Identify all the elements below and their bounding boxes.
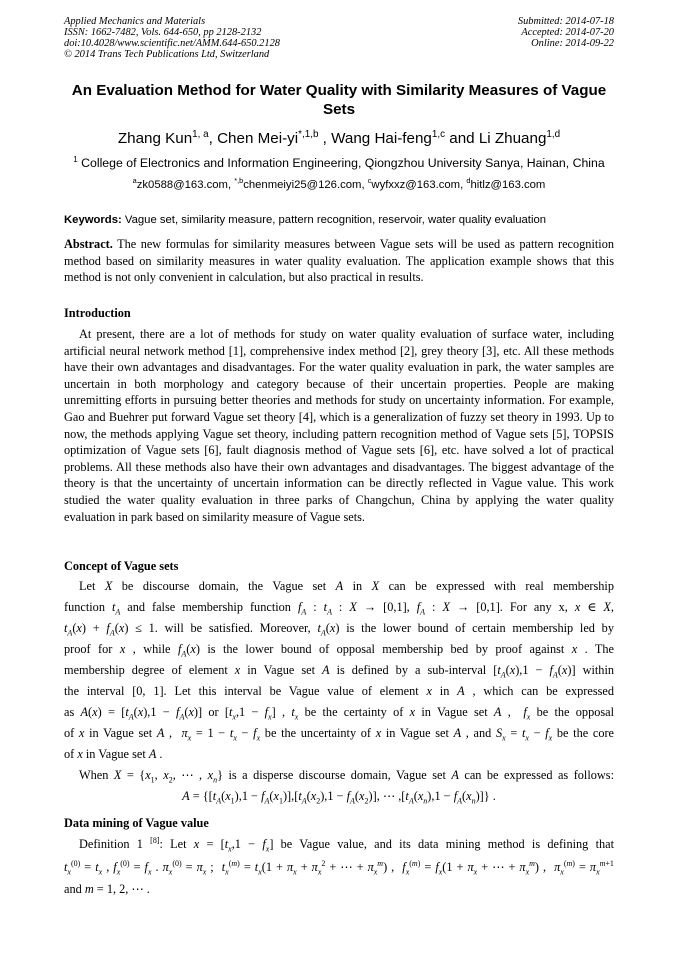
email-list: $^a$zk0588@163.com, $^{*,b}$chenmeiyi25@126.com, $^c$wyfxxz@163.com, $^d$hitlz@163.com — [132, 176, 546, 191]
author-name: Wang Hai-feng — [331, 130, 432, 147]
email-address: hitlz@163.com — [470, 179, 546, 191]
author-name: Li Zhuang — [478, 130, 547, 147]
abstract-label: Abstract. — [64, 237, 113, 251]
abstract-text: The new formulas for similarity measures between Vague sets will be used as pattern recognition method based on similarity measures in water quality evaluation. The application example shows that this method is not only convenient in calculation, but also practical in results. — [64, 237, 614, 285]
email-address: zk0588@163.com — [136, 179, 228, 191]
abstract — [64, 236, 614, 286]
dates-info — [518, 16, 614, 49]
concept-paragraph: Let X be discourse domain, the Vague set A in X can be expressed with real membership function $t_A$ and false membership function $f_A$ : $t_A$ : X → [0,1], $f_A$ : X → [0,1]. For any x, x ∈ X, $t_A(x) + f_A(x) \le 1$. will be satisfied. Moreover, $t_A(x)$ is the lower bound of certain membership led by proof for x , while $f_A(x)$ is the lower bound of opposal membership bed by proof against x . The membership degree of element x in Vague set A is defined by a sub-interval $[t_A(x),1 - f_A(x)]$ within the interval [0, 1]. Let this interval be Vague value of element x in A , which can be expressed as $A(x) = [t_A(x),1 - f_A(x)]$ or $[t_x,1 - f_x]$ , $t_x$ be the certainty of x in Vague set A , $f_x$ be the opposal of x in Vague set A , $\pi_x = 1 - t_x - f_x$ be the uncertainty of x in Vague set A , and $S_x = t_x - f_x$ be the core of x in Vague set A . When $X = \{x_1$, $x_2$, ⋯ , $x_n$} is a disperse discourse domain, Vague set A can be expressed as follows: $A = \{[t_A(x_1),1 - f_A(x_1)],[t_A(x_2),1 - f_A(x_2)]$, ⋯ $,[t_A(x_n),1 - f_A(x_n)]$} . — [64, 579, 615, 806]
introduction-text: At present, there are a lot of methods for study on water quality evaluation of surface water, including artificial neural network method [1], comprehensive index method [2], grey theory [3], etc. All these methods have their own advantages and disadvantages. For the water quality evaluation in park, the water samples are uncertain in both morphology and category because of their uncertain properties. People are making unremitting efforts in pursuing better theories and methods for study on uncertainty information. For example, Gao and Buehrer put forward Vague set theory [4], which is a generalization of fuzzy set theory in 1993. Up to now, the methods applying Vague set theory, including pattern recognition method of Vague sets [5], TOPSIS optimization of Vague sets [6], fault diagnosis method of Vague sets [6], etc. have solved a lot of practical problems. All these methods also have their own advantages and disadvantages. The biggest advantage of the theory is that the uncertainty of uncertain information can be directly reflected in Vague value. This work studied the water quality evaluation in three parks of Changchun, China by applying the water quality evaluation in park based on similarity measure of Vague sets. — [64, 327, 614, 524]
affiliation: $^1$ College of Electronics and Information Engineering, Qiongzhou University Sanya, Hainan, China — [73, 154, 605, 170]
author-name: Chen Mei-yi — [217, 130, 299, 147]
online-date: Online: 2014-09-22 — [531, 38, 614, 50]
author-mark: 1, a — [192, 128, 209, 140]
definition-paragraph: Definition 1 [8]: Let $x = [t_x,1 - f_x]$ be Vague value, and its data mining method is defining that $t_x^{(0)} = t_x$ , $f_x^{(0)} = f_x$ . $\pi_x^{(0)} = \pi_x$ ; $t_x^{(m)} = t_x(1 + \pi_x + \pi_x^2$ + ⋯ + $\pi_x^m$) , $f_x^{(m)} = f_x(1 + \pi_x$ + ⋯ + $\pi_x^m$) , $\pi_x^{(m)} = \pi_x^{m+1}$ and m = 1, 2, ⋯ . — [64, 835, 615, 896]
keywords — [64, 213, 614, 227]
issn-line: ISSN: 1662-7482, Vols. 644-650, pp 2128-2132 — [64, 27, 262, 39]
journal-info — [64, 16, 280, 60]
email-address: wyfxxz@163.com — [371, 179, 461, 191]
author-mark: 1,c — [431, 128, 446, 140]
keywords-text: Vague set, similarity measure, pattern recognition, reservoir, water quality evaluation — [121, 214, 547, 226]
email-address: chenmeiyi25@126.com — [243, 179, 362, 191]
keywords-label: Keywords: — [64, 214, 122, 226]
copyright-line: © 2014 Trans Tech Publications Ltd, Switzerland — [64, 49, 270, 61]
section-heading-data-mining: Data mining of Vague value — [64, 816, 209, 830]
journal-name: Applied Mechanics and Materials — [64, 16, 206, 27]
author-mark: 1,d — [546, 128, 561, 140]
author-name: Zhang Kun — [117, 130, 193, 147]
paper-title: An Evaluation Method for Water Quality with Similarity Measures of Vague Sets — [71, 82, 607, 118]
accepted-date: Accepted: 2014-07-20 — [521, 27, 614, 39]
author-list: Zhang Kun$^{1, a}$, Chen Mei-$yi^{*,1,b}$ , Wang Hai-feng$^{1,c}$ and Li Zhuang$^{1,d}$ — [117, 128, 561, 147]
section-heading-concept: Concept of Vague sets — [64, 559, 179, 573]
submitted-date: Submitted: 2014-07-18 — [517, 16, 614, 27]
author-mark: *,1,b — [298, 128, 319, 140]
section-heading-introduction: Introduction — [64, 306, 131, 320]
doi-line: doi:10.4028/www.scientific.net/AMM.644-650.2128 — [64, 38, 280, 50]
